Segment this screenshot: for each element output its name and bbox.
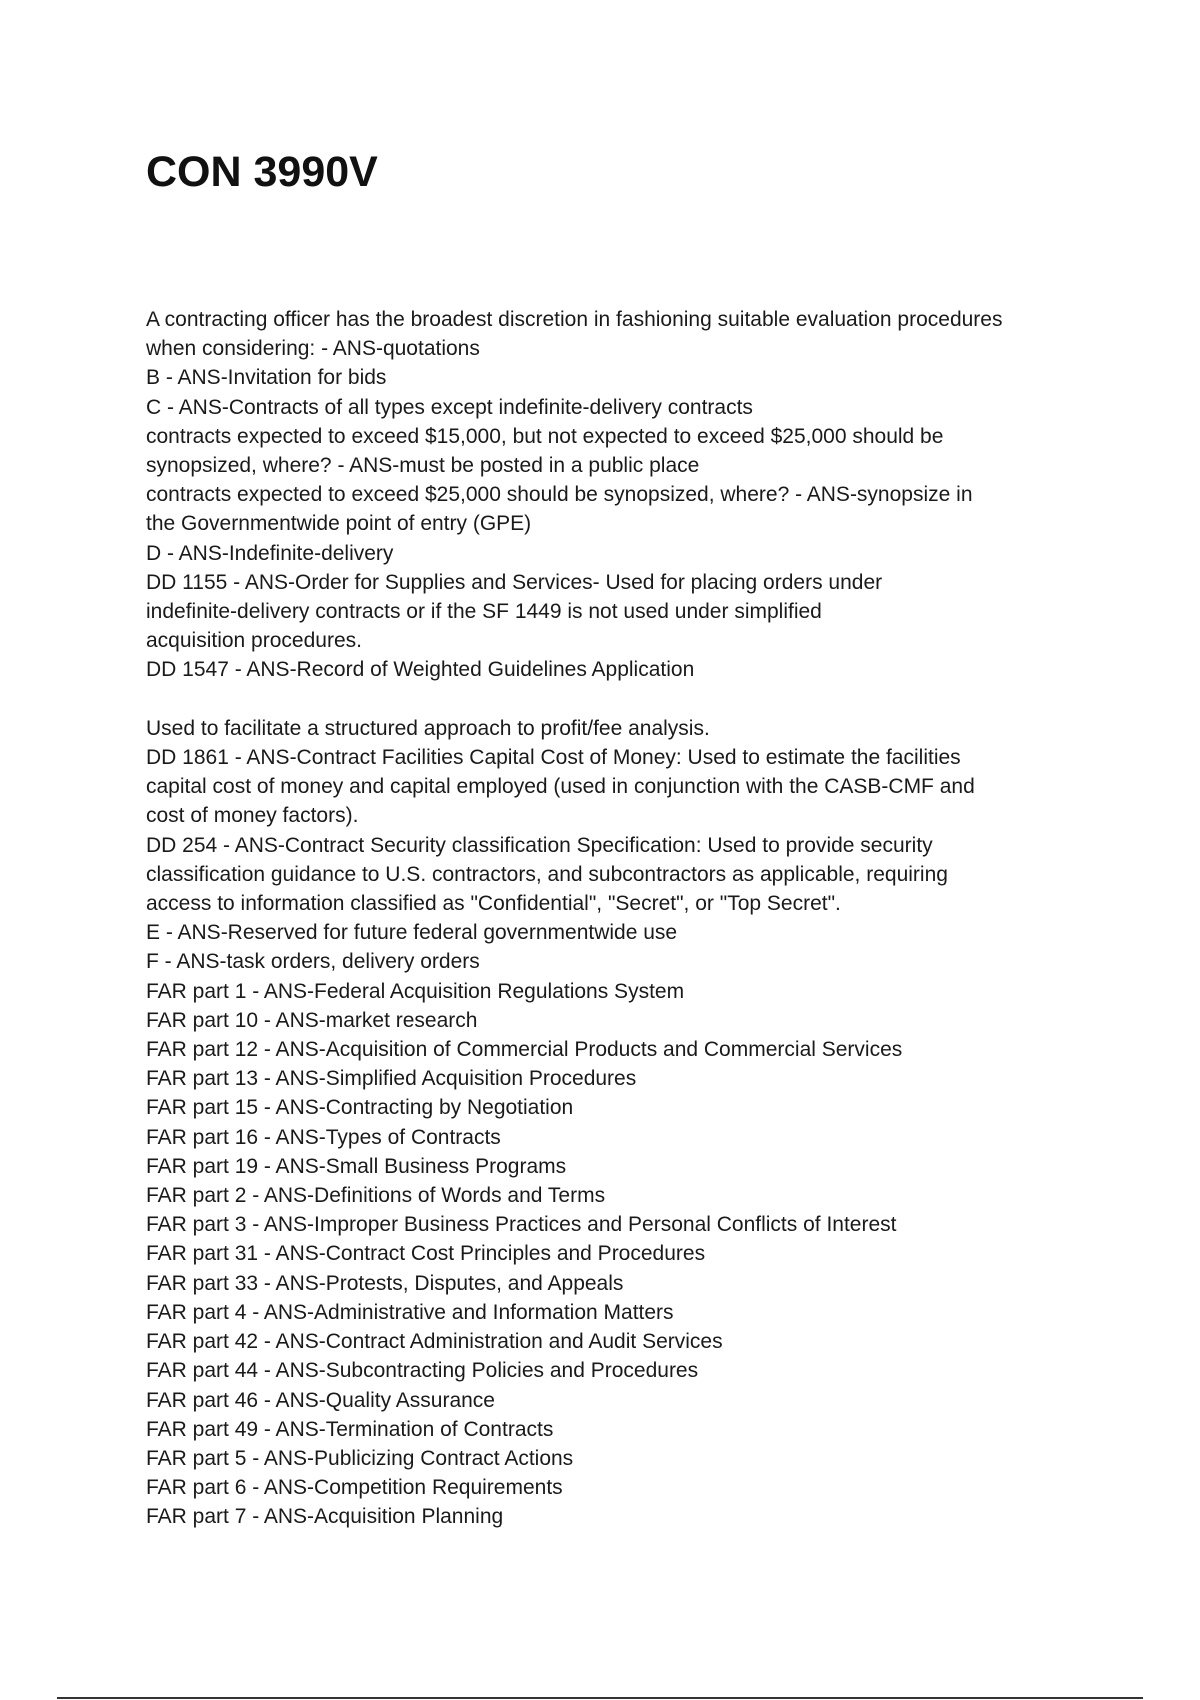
text-line: FAR part 7 - ANS-Acquisition Planning: [146, 1505, 504, 1529]
text-line: FAR part 12 - ANS-Acquisition of Commercial Products and Commercial Services: [146, 1038, 903, 1062]
text-line: FAR part 4 - ANS-Administrative and Information Matters: [146, 1300, 674, 1324]
text-line: when considering: - ANS-quotations: [146, 337, 480, 361]
text-line: classification guidance to U.S. contractors, and subcontractors as applicable, requiring: [146, 862, 948, 886]
blank-line: [146, 685, 1086, 714]
text-line: DD 1155 - ANS-Order for Supplies and Services- Used for placing orders under: [146, 570, 883, 594]
text-line: DD 1861 - ANS-Contract Facilities Capital Cost of Money: Used to estimate the facilities: [146, 746, 961, 770]
text-line: FAR part 19 - ANS-Small Business Programs: [146, 1154, 567, 1178]
text-line: FAR part 46 - ANS-Quality Assurance: [146, 1388, 495, 1412]
text-line: FAR part 44 - ANS-Subcontracting Policies and Procedures: [146, 1359, 699, 1383]
text-line: Used to facilitate a structured approach to profit/fee analysis.: [146, 716, 710, 740]
text-line: DD 1547 - ANS-Record of Weighted Guidelines Application: [146, 658, 695, 682]
text-line: FAR part 6 - ANS-Competition Requirements: [146, 1476, 563, 1500]
document-body: [146, 305, 1086, 1532]
text-line: FAR part 16 - ANS-Types of Contracts: [146, 1125, 501, 1149]
text-line: FAR part 33 - ANS-Protests, Disputes, and Appeals: [146, 1271, 624, 1295]
text-line: contracts expected to exceed $15,000, but not expected to exceed $25,000 should be: [146, 424, 944, 448]
text-line: acquisition procedures.: [146, 629, 362, 653]
text-line: FAR part 49 - ANS-Termination of Contracts: [146, 1417, 554, 1441]
text-line: FAR part 42 - ANS-Contract Administration and Audit Services: [146, 1330, 723, 1354]
text-line: DD 254 - ANS-Contract Security classification Specification: Used to provide security: [146, 833, 933, 857]
text-line: FAR part 5 - ANS-Publicizing Contract Actions: [146, 1446, 574, 1470]
text-line: synopsized, where? - ANS-must be posted in a public place: [146, 454, 700, 478]
page-title: CON 3990V: [146, 148, 378, 196]
text-line: FAR part 31 - ANS-Contract Cost Principles and Procedures: [146, 1242, 706, 1266]
text-line: access to information classified as "Confidential", "Secret", or "Top Secret".: [146, 892, 841, 916]
text-line: FAR part 1 - ANS-Federal Acquisition Regulations System: [146, 979, 685, 1003]
text-line: FAR part 15 - ANS-Contracting by Negotiation: [146, 1096, 574, 1120]
text-line: B - ANS-Invitation for bids: [146, 366, 387, 390]
text-line: the Governmentwide point of entry (GPE): [146, 512, 532, 536]
text-line: capital cost of money and capital employed (used in conjunction with the CASB-CMF and: [146, 775, 975, 799]
text-line: F - ANS-task orders, delivery orders: [146, 950, 480, 974]
text-line: FAR part 10 - ANS-market research: [146, 1008, 478, 1032]
text-line: FAR part 13 - ANS-Simplified Acquisition Procedures: [146, 1067, 637, 1091]
text-line: D - ANS-Indefinite-delivery: [146, 541, 394, 565]
text-line: FAR part 3 - ANS-Improper Business Practices and Personal Conflicts of Interest: [146, 1213, 897, 1237]
footer-divider: [57, 1697, 1143, 1699]
text-line: indefinite-delivery contracts or if the SF 1449 is not used under simplified: [146, 600, 822, 624]
text-line: contracts expected to exceed $25,000 should be synopsized, where? - ANS-synopsize in: [146, 483, 973, 507]
text-line: C - ANS-Contracts of all types except indefinite-delivery contracts: [146, 395, 753, 419]
text-line: E - ANS-Reserved for future federal governmentwide use: [146, 921, 678, 945]
text-line: A contracting officer has the broadest discretion in fashioning suitable evaluation procedures: [146, 308, 1003, 331]
text-line: cost of money factors).: [146, 804, 359, 828]
text-line: FAR part 2 - ANS-Definitions of Words and Terms: [146, 1184, 606, 1208]
